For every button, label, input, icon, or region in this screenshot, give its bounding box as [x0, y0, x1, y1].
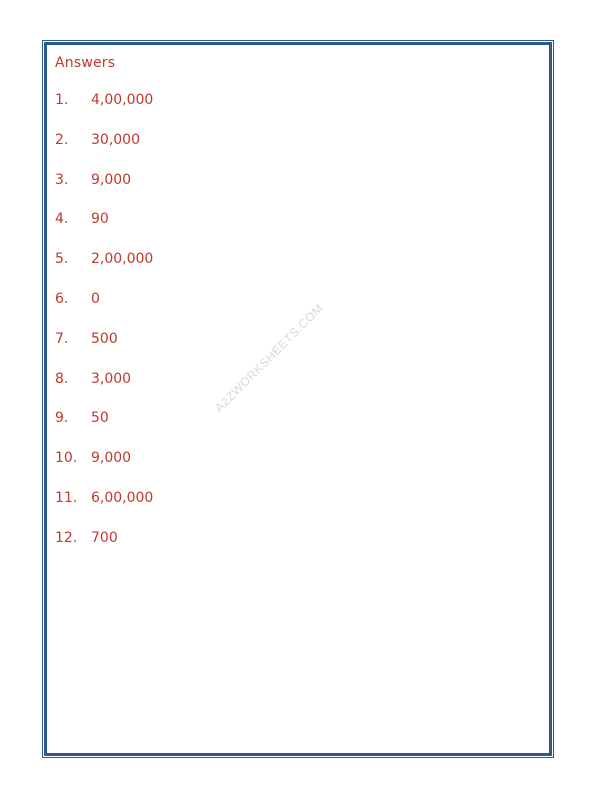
answer-number: 9. — [55, 410, 69, 427]
answer-value: 30,000 — [91, 131, 140, 148]
list-item — [55, 450, 153, 490]
answer-value: 9,000 — [91, 171, 132, 188]
list-item — [55, 371, 153, 411]
list-item — [55, 172, 153, 212]
answer-number: 11. — [55, 489, 78, 506]
answer-number: 4. — [55, 211, 69, 228]
answer-number: 6. — [55, 290, 69, 307]
answer-value: 6,00,000 — [91, 489, 154, 506]
answer-number: 5. — [55, 251, 69, 268]
list-item — [55, 92, 153, 132]
list-item — [55, 530, 153, 570]
answer-value: 4,00,000 — [91, 92, 154, 108]
answer-value: 0 — [91, 290, 100, 307]
list-item — [55, 410, 153, 450]
answer-list — [55, 92, 153, 570]
answer-sheet-frame — [44, 42, 552, 756]
answer-value: 90 — [91, 211, 109, 228]
answer-value: 2,00,000 — [91, 251, 154, 268]
answer-number: 10. — [55, 450, 78, 467]
list-item — [55, 251, 153, 291]
list-item — [55, 211, 153, 251]
answer-value: 50 — [91, 410, 109, 427]
answer-value: 700 — [91, 529, 118, 546]
page-title: Answers — [55, 55, 116, 71]
list-item — [55, 291, 153, 331]
answer-number: 1. — [55, 92, 69, 108]
list-item — [55, 490, 153, 530]
answer-number: 7. — [55, 330, 69, 347]
answer-value: 3,000 — [91, 370, 132, 387]
watermark: A2ZWORKSHEETS.COM — [212, 300, 326, 415]
answer-number: 2. — [55, 131, 69, 148]
list-item — [55, 331, 153, 371]
answer-value: 9,000 — [91, 450, 132, 467]
list-item — [55, 132, 153, 172]
answer-number: 12. — [55, 529, 78, 546]
answer-value: 500 — [91, 330, 118, 347]
answer-number: 8. — [55, 370, 69, 387]
answer-number: 3. — [55, 171, 69, 188]
